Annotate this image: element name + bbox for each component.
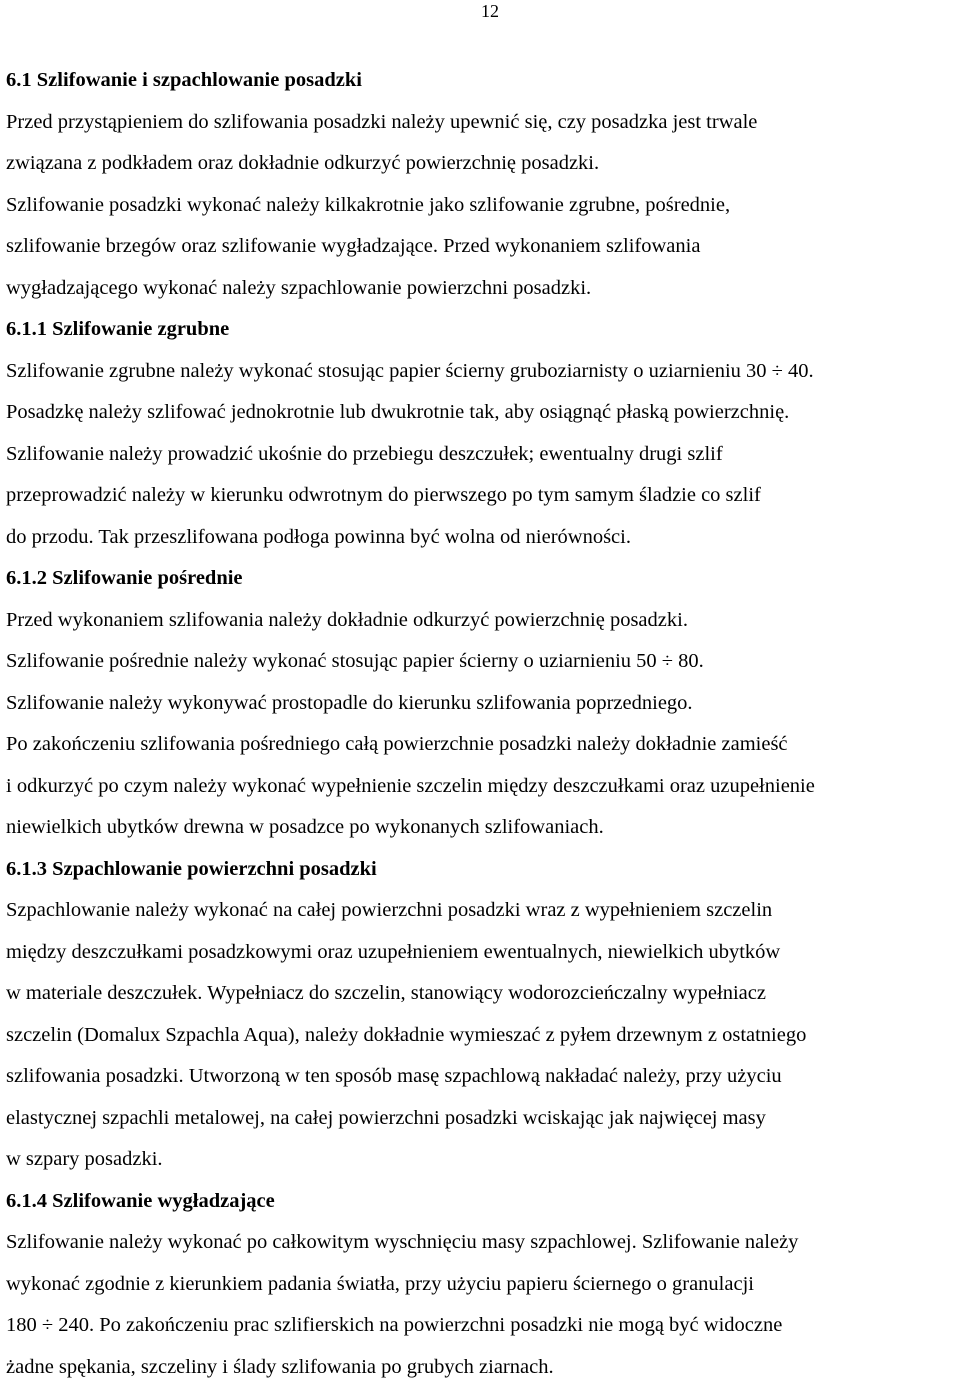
paragraph-line: do przodu. Tak przeszlifowana podłoga powinna być wolna od nierówności. <box>6 525 631 548</box>
section-heading: 6.1.3 Szpachlowanie powierzchni posadzki <box>6 857 377 880</box>
paragraph-line: Posadzkę należy szlifować jednokrotnie lub dwukrotnie tak, aby osiągnąć płaską powierzchnię. <box>6 401 790 423</box>
paragraph-line: w materiale deszczułek. Wypełniacz do szczelin, stanowiący wodorozcieńczalny wypełniacz <box>6 982 766 1004</box>
paragraph-line: i odkurzyć po czym należy wykonać wypełnienie szczelin między deszczułkami oraz uzupełnienie <box>6 774 815 797</box>
section-heading: 6.1.1 Szlifowanie zgrubne <box>6 318 230 340</box>
section-heading: 6.1.2 Szlifowanie pośrednie <box>6 567 243 589</box>
page-number: 12 <box>481 1 499 21</box>
paragraph-line: między deszczułkami posadzkowymi oraz uzupełnieniem ewentualnych, niewielkich ubytków <box>6 940 781 963</box>
section-6-1-4 <box>6 1181 958 1389</box>
paragraph-line: Szpachlowanie należy wykonać na całej powierzchni posadzki wraz z wypełnieniem szczelin <box>6 899 773 921</box>
paragraph-line: w szpary posadzki. <box>6 1148 163 1170</box>
paragraph-line: niewielkich ubytków drewna w posadzce po wykonanych szlifowaniach. <box>6 816 604 838</box>
section-6-1 <box>6 60 958 309</box>
document-body <box>6 60 958 1388</box>
paragraph-line: Szlifowanie należy prowadzić ukośnie do przebiegu deszczułek; ewentualny drugi szlif <box>6 442 723 465</box>
paragraph-line: szczelin (Domalux Szpachla Aqua), należy dokładnie wymieszać z pyłem drzewnym z ostatniego <box>6 1023 807 1046</box>
paragraph-line: przeprowadzić należy w kierunku odwrotnym do pierwszego po tym samym śladzie co szlif <box>6 484 761 506</box>
paragraph-line: związana z podkładem oraz dokładnie odkurzyć powierzchnię posadzki. <box>6 152 600 174</box>
paragraph-line: Po zakończeniu szlifowania pośredniego całą powierzchnie posadzki należy dokładnie zamieść <box>6 733 788 755</box>
paragraph-line: Przed wykonaniem szlifowania należy dokładnie odkurzyć powierzchnię posadzki. <box>6 608 688 631</box>
section-6-1-1 <box>6 309 958 558</box>
paragraph-line: Szlifowanie pośrednie należy wykonać stosując papier ścierny o uziarnieniu 50 ÷ 80. <box>6 650 704 672</box>
paragraph-line: wygładzającego wykonać należy szpachlowanie powierzchni posadzki. <box>6 276 592 299</box>
paragraph-line: Szlifowanie należy wykonywać prostopadle do kierunku szlifowania poprzedniego. <box>6 691 693 714</box>
section-6-1-3 <box>6 849 958 1181</box>
section-6-1-2 <box>6 558 958 849</box>
paragraph-line: Szlifowanie zgrubne należy wykonać stosując papier ścierny gruboziarnisty o uziarnieniu 30 ÷ 40. <box>6 359 814 382</box>
paragraph-line: szlifowania posadzki. Utworzoną w ten sposób masę szpachlową nakładać należy, przy użyciu <box>6 1065 782 1087</box>
paragraph-line: wykonać zgodnie z kierunkiem padania światła, przy użyciu papieru ściernego o granulacji <box>6 1272 754 1295</box>
paragraph-line: żadne spękania, szczeliny i ślady szlifowania po grubych ziarnach. <box>6 1355 554 1378</box>
paragraph-line: Przed przystąpieniem do szlifowania posadzki należy upewnić się, czy posadzka jest trwale <box>6 110 758 133</box>
paragraph-line: elastycznej szpachli metalowej, na całej powierzchni posadzki wciskając jak najwięcej masy <box>6 1106 766 1129</box>
paragraph-line: 180 ÷ 240. Po zakończeniu prac szlifierskich na powierzchni posadzki nie mogą być widoczne <box>6 1314 783 1336</box>
section-heading: 6.1 Szlifowanie i szpachlowanie posadzki <box>6 69 362 91</box>
paragraph-line: Szlifowanie posadzki wykonać należy kilkakrotnie jako szlifowanie zgrubne, pośrednie, <box>6 193 731 216</box>
section-heading: 6.1.4 Szlifowanie wygładzające <box>6 1189 275 1212</box>
paragraph-line: Szlifowanie należy wykonać po całkowitym wyschnięciu masy szpachlowej. Szlifowanie należy <box>6 1231 799 1253</box>
paragraph-line: szlifowanie brzegów oraz szlifowanie wygładzające. Przed wykonaniem szlifowania <box>6 235 701 257</box>
